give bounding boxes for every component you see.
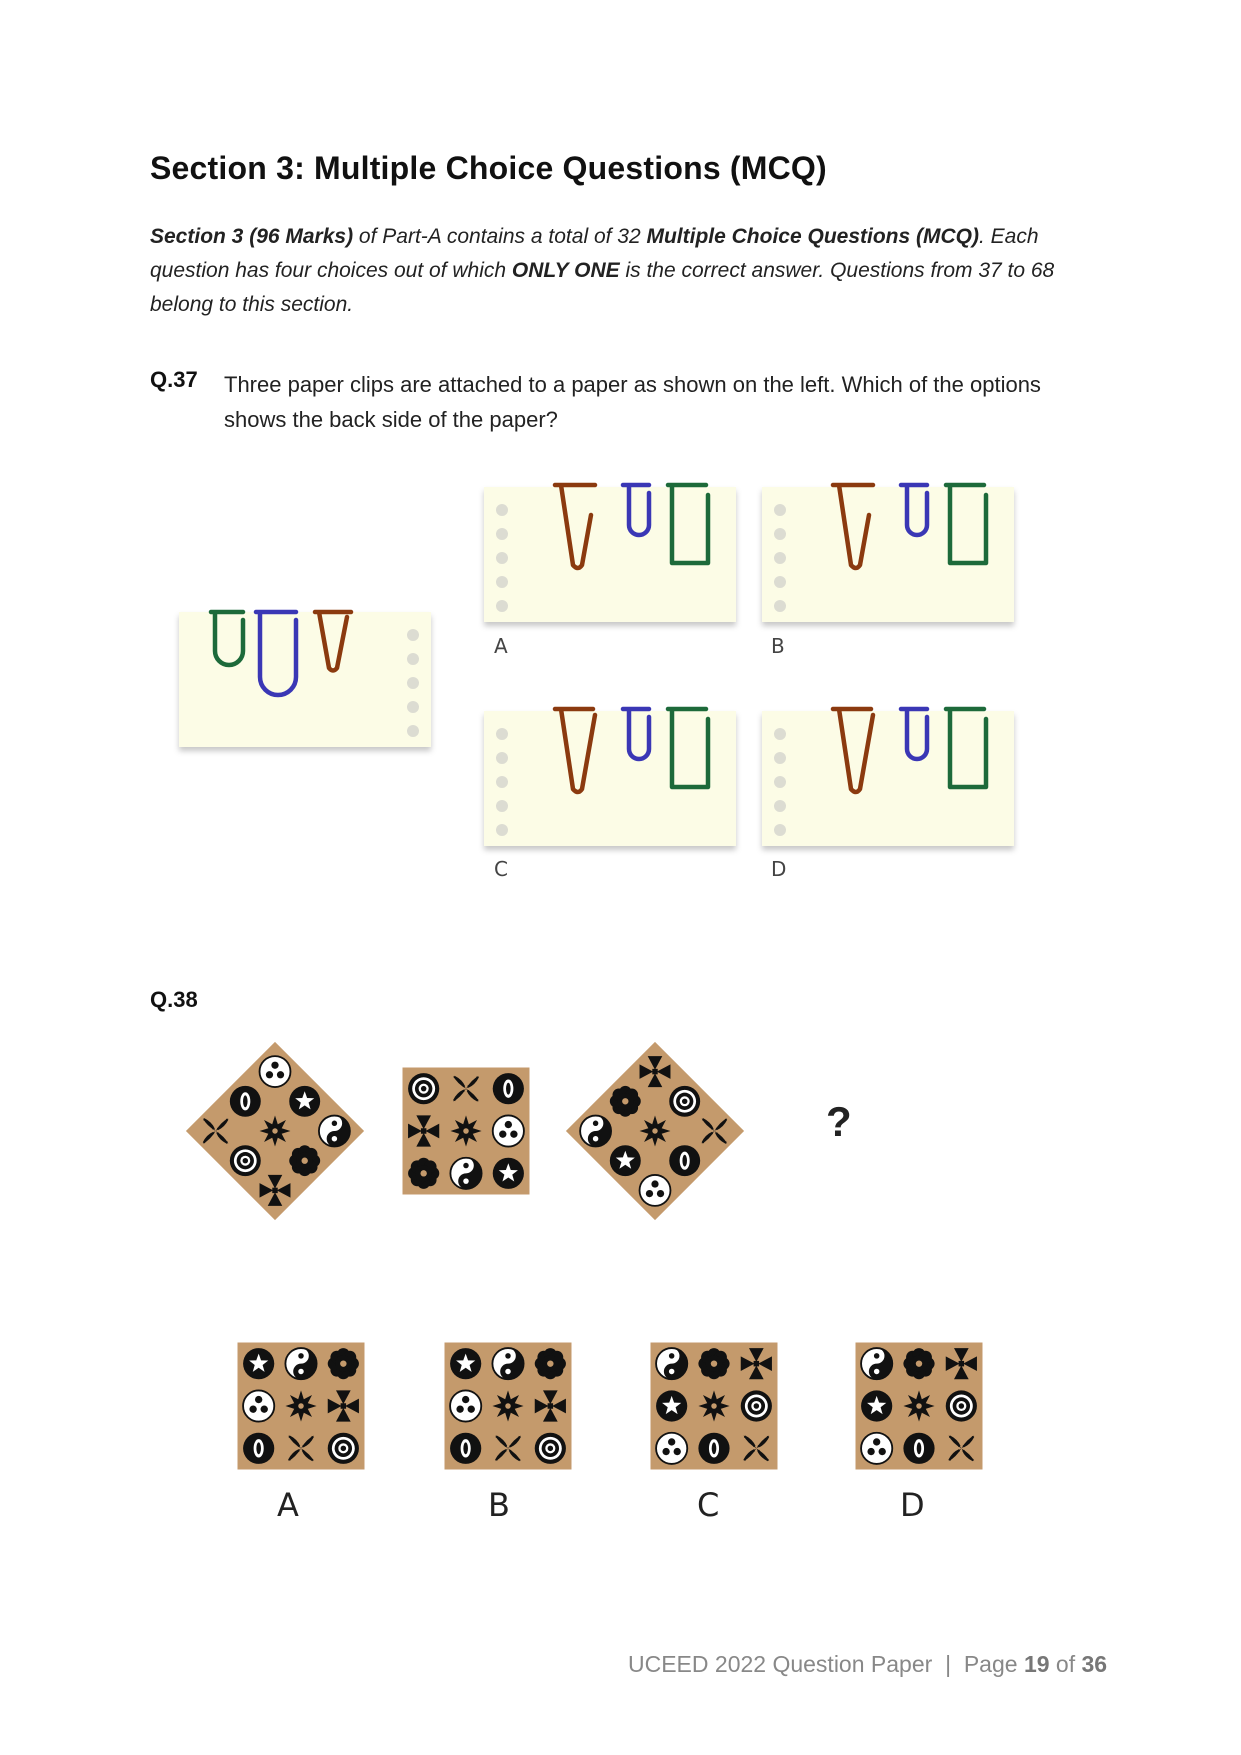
q38-figure-2 (403, 1068, 530, 1195)
eight-point-star-icon (698, 1390, 729, 1421)
question-number-38: Q.38 (150, 987, 198, 1012)
star-in-circle-icon (610, 1145, 641, 1176)
q38-figure-3 (565, 1041, 746, 1222)
yin-yang-icon (319, 1116, 350, 1147)
triskelion-icon (656, 1433, 687, 1464)
eight-point-star-icon (903, 1390, 934, 1421)
q38-question-mark: ? (826, 1098, 852, 1145)
page-footer (628, 1651, 1107, 1678)
flower-icon (610, 1086, 641, 1117)
triskelion-icon (861, 1433, 892, 1464)
q38-option-c-label[interactable]: C (697, 1486, 720, 1524)
footer-page-total: 36 (1081, 1651, 1108, 1677)
flower-icon (408, 1158, 439, 1189)
intro-run: Multiple Choice Questions (MCQ) (646, 225, 979, 248)
flower-icon (289, 1145, 320, 1176)
yin-yang-icon (656, 1348, 687, 1379)
flower-icon (903, 1348, 934, 1379)
question-number-37: Q.37 (150, 367, 198, 392)
q38-option-b (445, 1343, 572, 1470)
star-in-circle-icon (656, 1390, 687, 1421)
q38-sequence (185, 1041, 746, 1222)
footer-page-label: Page (963, 1651, 1018, 1677)
concentric-circles-icon (230, 1145, 261, 1176)
flower-icon (328, 1348, 359, 1379)
eight-point-star-icon (260, 1116, 291, 1147)
triskelion-icon (260, 1056, 291, 1087)
concentric-circles-icon (669, 1086, 700, 1117)
star-in-circle-icon (861, 1390, 892, 1421)
zero-in-circle-icon (698, 1433, 729, 1464)
q38-options (238, 1343, 983, 1470)
flower-icon (698, 1348, 729, 1379)
concentric-circles-icon (535, 1433, 566, 1464)
flower-icon (535, 1348, 566, 1379)
section-title: Section 3: Multiple Choice Questions (MCQ) (150, 150, 827, 186)
yin-yang-icon (492, 1348, 523, 1379)
q37-option-b-label[interactable]: B (771, 634, 785, 658)
q38-option-d (856, 1343, 983, 1470)
intro-run: . Each question has four choices out of which (150, 225, 1039, 282)
concentric-circles-icon (328, 1433, 359, 1464)
zero-in-circle-icon (493, 1073, 524, 1104)
eight-point-star-icon (640, 1116, 671, 1147)
footer-page-number: 19 (1023, 1651, 1050, 1677)
q37-option-d-label[interactable]: D (771, 857, 787, 881)
q38-option-a (238, 1343, 365, 1470)
footer-separator: | (945, 1651, 952, 1677)
q38-option-a-label[interactable]: A (277, 1486, 299, 1524)
yin-yang-icon (580, 1116, 611, 1147)
intro-run: of Part-A contains a total of 32 (353, 225, 647, 248)
intro-run: Section 3 (96 Marks) (150, 225, 354, 248)
eight-point-star-icon (492, 1390, 523, 1421)
footer-of-label: of (1055, 1651, 1076, 1677)
eight-point-star-icon (285, 1390, 316, 1421)
footer-title: UCEED 2022 Question Paper (628, 1651, 933, 1677)
zero-in-circle-icon (230, 1086, 261, 1117)
concentric-circles-icon (741, 1390, 772, 1421)
triskelion-icon (493, 1115, 524, 1146)
star-in-circle-icon (243, 1348, 274, 1379)
zero-in-circle-icon (450, 1433, 481, 1464)
triskelion-icon (243, 1390, 274, 1421)
triskelion-icon (640, 1175, 671, 1206)
intro-run: ONLY ONE (511, 259, 620, 282)
q37-option-c-label[interactable]: C (494, 857, 508, 881)
q38-option-d-label[interactable]: D (900, 1486, 925, 1524)
yin-yang-icon (861, 1348, 892, 1379)
yin-yang-icon (285, 1348, 316, 1379)
question-text-37: Three paper clips are attached to a paper as shown on the left. Which of the options shows the back side of the paper? (224, 372, 1041, 432)
star-in-circle-icon (493, 1158, 524, 1189)
concentric-circles-icon (408, 1073, 439, 1104)
q38-option-b-label[interactable]: B (488, 1486, 510, 1524)
yin-yang-icon (450, 1158, 481, 1189)
zero-in-circle-icon (669, 1145, 700, 1176)
q38-figure-1 (185, 1041, 366, 1222)
zero-in-circle-icon (243, 1433, 274, 1464)
star-in-circle-icon (450, 1348, 481, 1379)
zero-in-circle-icon (903, 1433, 934, 1464)
q37-option-a-label[interactable]: A (494, 634, 508, 658)
concentric-circles-icon (946, 1390, 977, 1421)
triskelion-icon (450, 1390, 481, 1421)
eight-point-star-icon (450, 1115, 481, 1146)
intro-run: is the correct answer. Questions from 37 to 68 belong to this section. (150, 259, 1055, 316)
q38-option-c (651, 1343, 778, 1470)
star-in-circle-icon (289, 1086, 320, 1117)
